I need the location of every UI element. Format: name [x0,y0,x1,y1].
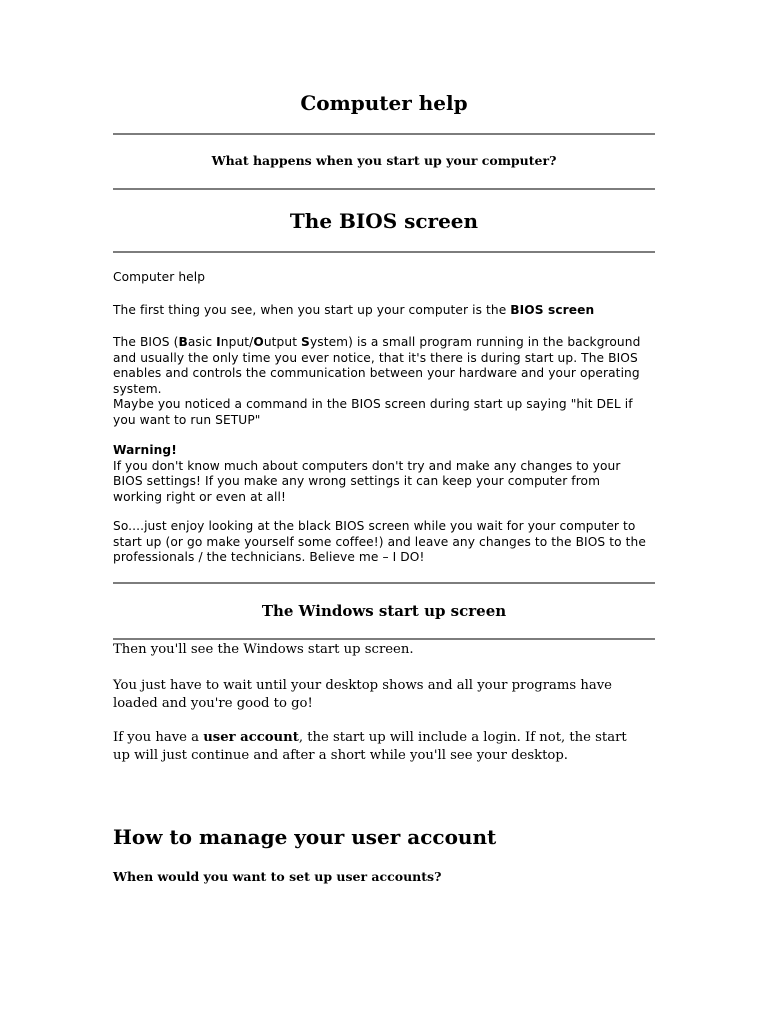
windows-section-heading: The Windows start up screen [261,602,507,620]
divider [113,188,655,190]
divider [113,638,655,640]
page-subtitle: What happens when you start up your computer? [211,153,557,168]
manage-account-heading: How to manage your user account [113,825,497,849]
acronym-letter: O [253,335,264,349]
bios-screen-bold: BIOS screen [510,303,595,317]
warning-label: Warning! [113,443,177,457]
account-text: , the start up will include a login. If not, the start up will just continue and after a short while you'll see your desktop. [113,730,627,763]
bios-section-heading: The BIOS screen [289,209,479,233]
computer-help-text: Computer help [113,270,206,284]
bios-desc-text: nput/ [220,335,254,349]
bios-desc-text: ystem) is a small program running in the background and usually the only time you ever notice, that it's there is during start up. The BIOS enables and controls the communication between your hardware and your operating system. [113,335,641,396]
bios-desc-text: asic [187,335,217,349]
acronym-letter: S [301,335,310,349]
windows-startup-paragraph: Then you'll see the Windows start up screen. [113,642,414,657]
bios-setup-text: Maybe you noticed a command in the BIOS screen during start up saying "hit DEL if you want to run SETUP" [113,397,633,427]
bios-intro-paragraph [113,303,655,319]
divider [113,251,655,253]
windows-wait-paragraph: You just have to wait until your desktop shows and all your programs have loaded and you're good to go! [113,678,612,711]
manage-account-subheading: When would you want to set up user accounts? [113,869,442,884]
page-title: Computer help [300,91,468,115]
warning-text: If you don't know much about computers don't try and make any changes to your BIOS settings! If you make any wrong settings it can keep your computer from working right or even at all! [113,458,621,504]
acronym-letter: B [178,335,188,349]
warning-paragraph [113,443,645,505]
divider [113,582,655,584]
bios-advice-paragraph: So....just enjoy looking at the black BIOS screen while you wait for your computer to start up (or go make yourself some coffee!) and leave any changes to the BIOS to the professionals / the technicians. Believe me – I DO! [113,519,646,564]
bios-description-paragraph [113,335,645,428]
user-account-paragraph [113,729,643,764]
bios-desc-text: The BIOS ( [113,335,179,349]
user-account-bold: user account [203,730,299,745]
divider [113,133,655,135]
bios-intro-text: The first thing you see, when you start up your computer is the [113,303,511,317]
acronym-letter: I [216,335,221,349]
bios-desc-text: utput [263,335,302,349]
account-text: If you have a [113,730,204,745]
